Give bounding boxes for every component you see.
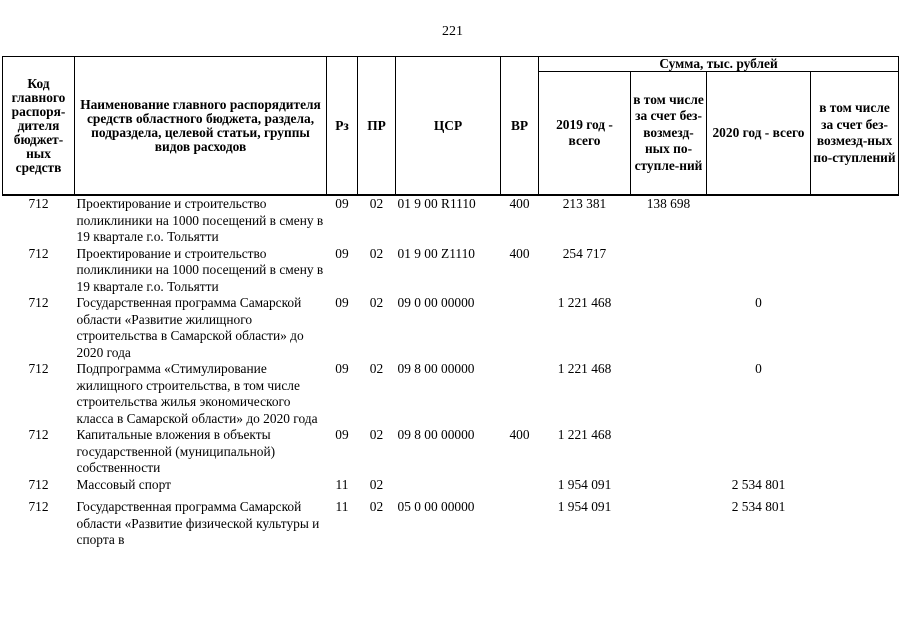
budget-table: [2, 56, 899, 549]
cell-pr: 02: [369, 196, 384, 211]
cell-2019-free: 138 698: [646, 196, 691, 211]
header-2020-free: в том числе за счет без-возмезд-ных по-ступлений: [811, 72, 899, 196]
table-row: [3, 195, 899, 246]
cell-vr: [501, 499, 539, 549]
cell-vr: [501, 361, 539, 427]
cell-2019-free: [631, 427, 707, 477]
cell-rz: 09: [335, 295, 349, 310]
cell-2020-free: [811, 295, 899, 361]
cell-pr: 02: [369, 295, 384, 310]
cell-code: 712: [28, 361, 49, 376]
cell-2019-total: 1 954 091: [557, 476, 612, 492]
cell-pr: 02: [369, 361, 384, 376]
cell-2020-total: 2 534 801: [731, 499, 786, 514]
cell-2019-total: 254 717: [562, 245, 607, 261]
cell-2019-free: [631, 295, 707, 361]
cell-csr: 09 8 00 00000: [397, 361, 475, 376]
cell-code: 712: [28, 476, 49, 492]
cell-rz: 09: [335, 361, 349, 376]
cell-name: Государственная программа Самарской области «Развитие жилищного строительства в Самарской области» до 2020 года: [76, 295, 304, 360]
cell-csr: 01 9 00 R1110: [397, 196, 476, 211]
header-sum: Сумма, тыс. рублей: [539, 57, 899, 72]
header-code: Код главного распоря-дителя бюджет-ных средств: [3, 57, 75, 196]
cell-pr: 02: [369, 499, 384, 514]
cell-name: Проектирование и строительство поликлиники на 1000 посещений в смену в 19 квартале г.о. Тольятти: [76, 245, 324, 294]
cell-vr: 400: [509, 427, 530, 442]
cell-rz: 09: [335, 245, 349, 261]
cell-2019-free: [631, 477, 707, 494]
header-csr: ЦСР: [396, 57, 501, 196]
cell-code: 712: [28, 427, 49, 442]
cell-name: Капитальные вложения в объекты государственной (муниципальной) собственности: [76, 427, 276, 475]
header-vr: ВР: [501, 57, 539, 196]
cell-csr: 05 0 00 00000: [397, 499, 475, 514]
header-name: Наименование главного распорядителя средств областного бюджета, раздела, подраздела, целевой статьи, группы видов расходов: [75, 57, 327, 196]
cell-2020-total: 2 534 801: [731, 476, 786, 492]
cell-2020-total: [707, 246, 811, 296]
cell-vr: 400: [509, 196, 530, 211]
cell-rz: 11: [335, 499, 349, 514]
cell-2020-free: [811, 195, 899, 246]
cell-2020-free: [811, 427, 899, 477]
cell-pr: 02: [369, 427, 384, 442]
cell-2020-total: [707, 195, 811, 246]
cell-code: 712: [28, 245, 49, 261]
cell-vr: [501, 477, 539, 494]
table-row: [3, 361, 899, 427]
cell-2019-free: [631, 361, 707, 427]
cell-2019-free: [631, 499, 707, 549]
cell-2019-total: 213 381: [562, 196, 607, 211]
table-row: [3, 499, 899, 549]
cell-2019-free: [631, 246, 707, 296]
cell-2020-free: [811, 361, 899, 427]
header-rz: Рз: [327, 57, 358, 196]
cell-name: Подпрограмма «Стимулирование жилищного строительства, в том числе строительства жилья экономического класса в Самарской области» до 2020 года: [76, 361, 318, 426]
cell-name: Проектирование и строительство поликлиники на 1000 посещений в смену в 19 квартале г.о. Тольятти: [76, 196, 324, 244]
cell-pr: 02: [369, 245, 384, 261]
cell-2020-free: [811, 477, 899, 494]
cell-2020-total: 0: [755, 361, 762, 376]
cell-pr: 02: [369, 476, 384, 492]
cell-2020-total: 0: [755, 295, 762, 310]
cell-2019-total: 1 221 468: [557, 361, 612, 376]
page-number: 221: [442, 24, 463, 39]
cell-rz: 09: [335, 196, 349, 211]
cell-vr: 400: [509, 245, 530, 261]
cell-csr: [396, 477, 501, 494]
table-row: [3, 246, 899, 296]
cell-2020-free: [811, 499, 899, 549]
cell-csr: 01 9 00 Z1110: [397, 245, 475, 261]
cell-csr: 09 0 00 00000: [397, 295, 475, 310]
cell-2019-total: 1 221 468: [557, 427, 612, 442]
header-2020-total: 2020 год - всего: [707, 72, 811, 196]
cell-2019-total: 1 954 091: [557, 499, 612, 514]
table-row: [3, 477, 899, 494]
cell-2020-total: [707, 427, 811, 477]
table-row: [3, 427, 899, 477]
cell-2019-total: 1 221 468: [557, 295, 612, 310]
header-2019-total: 2019 год - всего: [539, 72, 631, 196]
cell-name: Государственная программа Самарской области «Развитие физической культуры и спорта в: [76, 499, 320, 547]
cell-code: 712: [28, 295, 49, 310]
cell-code: 712: [28, 499, 49, 514]
cell-code: 712: [28, 196, 49, 211]
cell-name: Массовый спорт: [76, 476, 171, 492]
cell-rz: 11: [335, 476, 349, 492]
cell-vr: [501, 295, 539, 361]
table-row: [3, 295, 899, 361]
header-2019-free: в том числе за счет без-возмезд-ных по-ступле-ний: [631, 72, 707, 196]
cell-rz: 09: [335, 427, 349, 442]
cell-csr: 09 8 00 00000: [397, 427, 475, 442]
header-pr: ПР: [358, 57, 396, 196]
cell-2020-free: [811, 246, 899, 296]
